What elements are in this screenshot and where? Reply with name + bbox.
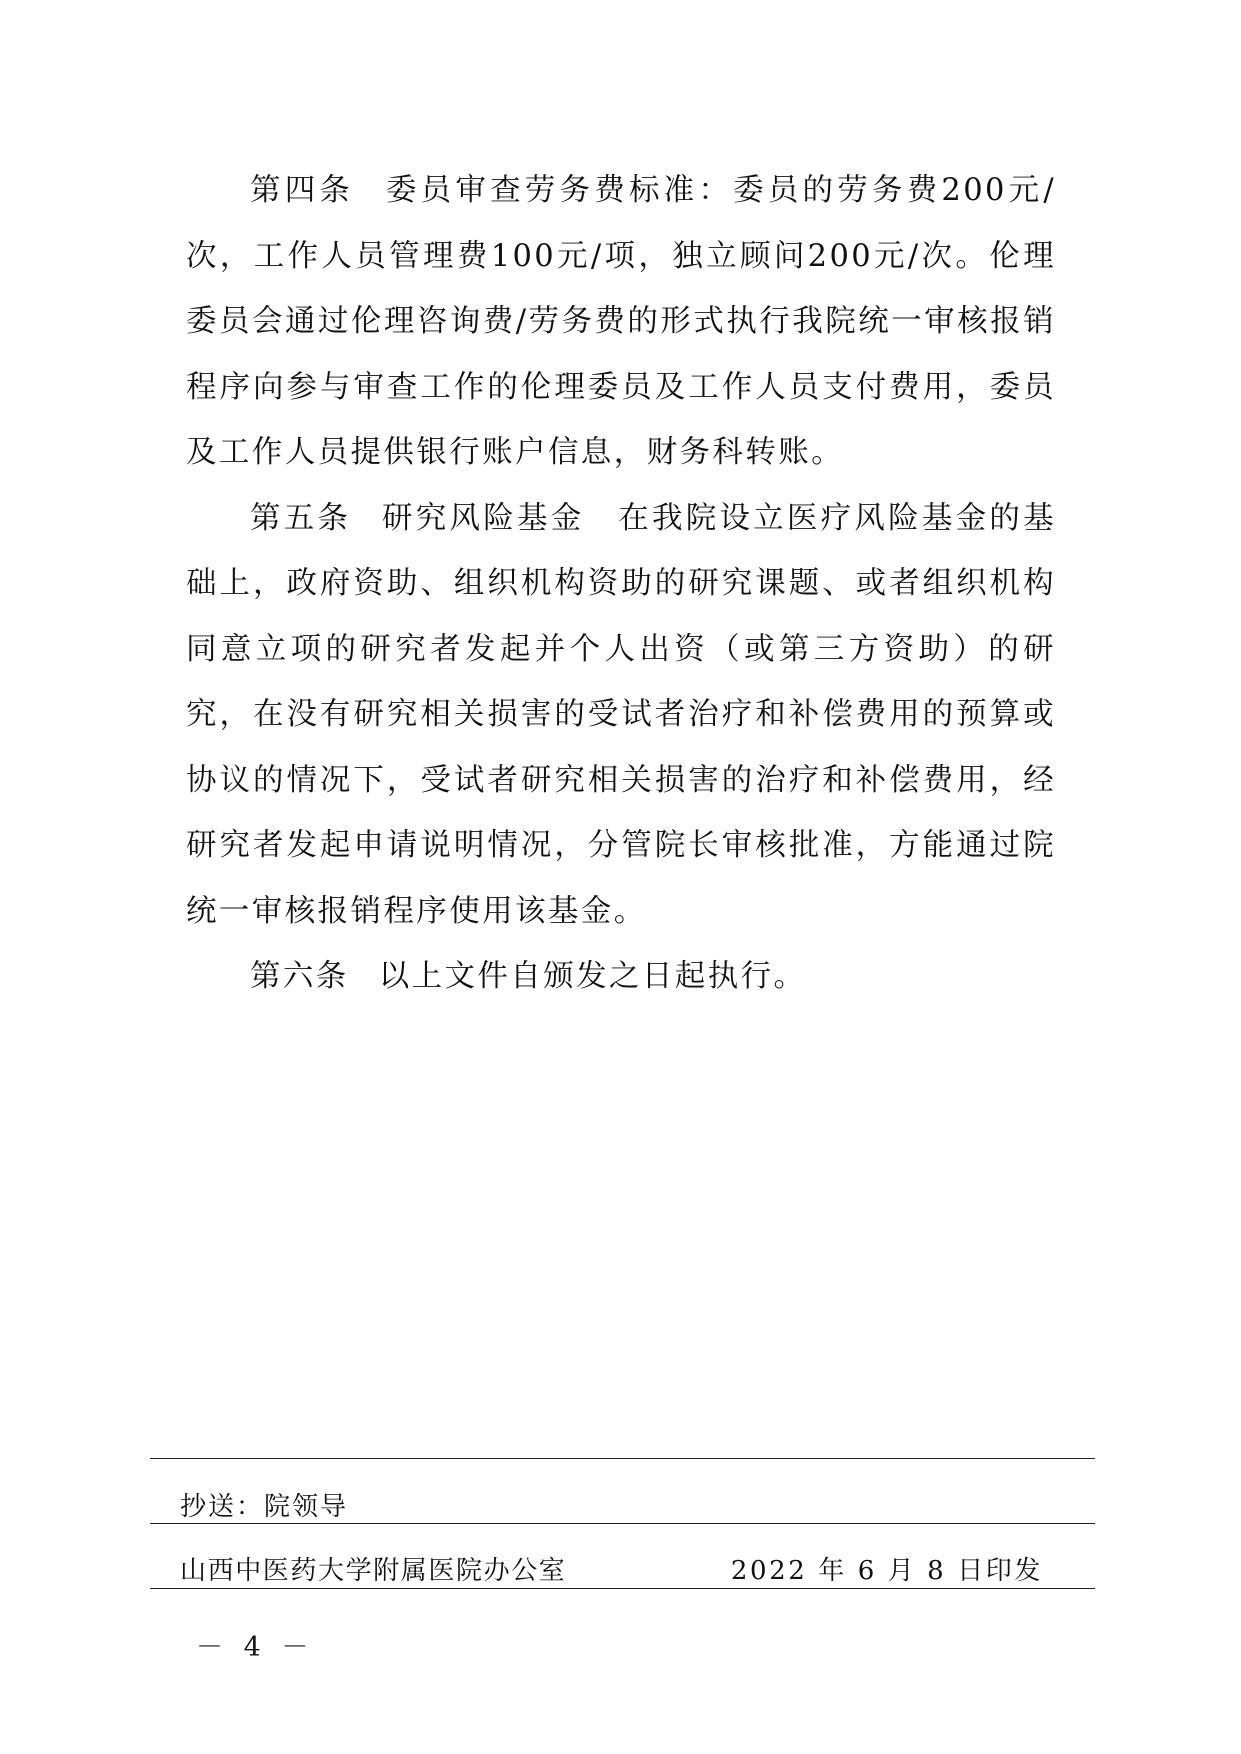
- issue-date: 2022 年 6 月 8 日印发: [730, 1556, 1043, 1586]
- article-6-text: 以上文件自颁发之日起执行。: [378, 959, 807, 994]
- page-number: － 4 －: [196, 1632, 315, 1663]
- cc-line: 抄送：院领导: [180, 1492, 349, 1522]
- issuer-name: 山西中医药大学附属医院办公室: [180, 1556, 567, 1586]
- article-5: [186, 486, 1056, 945]
- footer-rule-middle: [150, 1523, 1095, 1524]
- article-6: [186, 944, 1056, 1010]
- footer-rule-bottom: [150, 1588, 1095, 1589]
- article-4: [186, 158, 1056, 486]
- footer-rule-top: [150, 1458, 1095, 1459]
- article-4-label: 第四条: [250, 173, 355, 208]
- article-4-text: 委员审查劳务费标准：委员的劳务费200元/次，工作人员管理费100元/项，独立顾问200元/次。伦理委员会通过伦理咨询费/劳务费的形式执行我院统一审核报销程序向参与审查工作的伦理委员及工作人员支付费用，委员及工作人员提供银行账户信息，财务科转账。: [186, 173, 1057, 470]
- article-5-label: 第五条: [250, 500, 352, 536]
- article-6-label: 第六条: [250, 959, 349, 994]
- document-body: [186, 158, 1056, 1010]
- article-5-text: 研究风险基金 在我院设立医疗风险基金的基础上，政府资助、组织机构资助的研究课题、或者组织机构同意立项的研究者发起并个人出资（或第三方资助）的研究，在没有研究相关损害的受试者治疗和补偿费用的预算或协议的情况下，受试者研究相关损害的治疗和补偿费用，经研究者发起申请说明情况，分管院长审核批准，方能通过院统一审核报销程序使用该基金。: [186, 500, 1056, 929]
